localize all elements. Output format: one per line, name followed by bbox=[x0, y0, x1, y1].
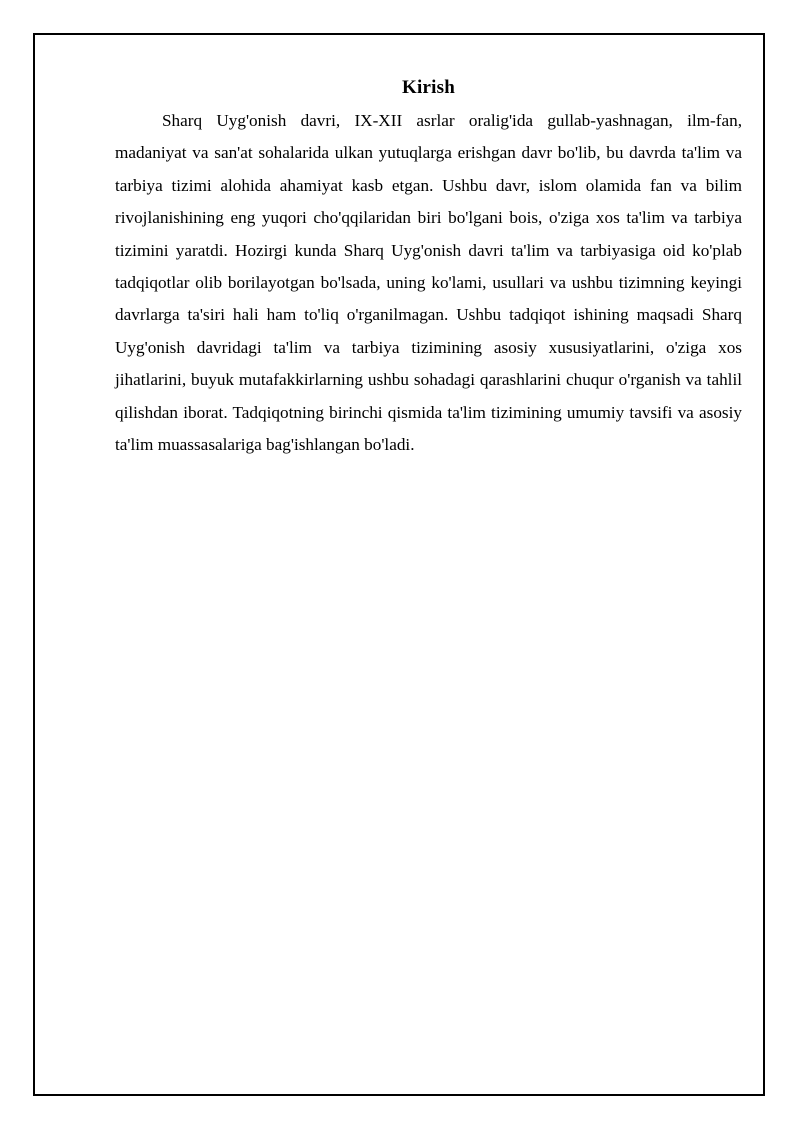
document-body bbox=[115, 76, 742, 461]
intro-paragraph: Sharq Uyg'onish davri, IX-XII asrlar oralig'ida gullab-yashnagan, ilm-fan, madaniyat va san'at sohalarida ulkan yutuqlarga erishgan davr bo'lib, bu davrda ta'lim va tarbiya tizimi alohida ahamiyat kasb etgan. Ushbu davr, islom olamida fan va bilim rivojlanishining eng yuqori cho'qqilaridan biri bo'lgani bois, o'ziga xos ta'lim va tarbiya tizimini yaratdi. Hozirgi kunda Sharq Uyg'onish davri ta'lim va tarbiyasiga oid ko'plab tadqiqotlar olib borilayotgan bo'lsada, uning ko'lami, usullari va ushbu tizimning keyingi davrlarga ta'siri hali ham to'liq o'rganilmagan. Ushbu tadqiqot ishining maqsadi Sharq Uyg'onish davridagi ta'lim va tarbiya tizimining asosiy xususiyatlarini, o'ziga xos jihatlarini, buyuk mutafakkirlarning ushbu sohadagi qarashlarini chuqur o'rganish va tahlil qilishdan iborat. Tadqiqotning birinchi qismida ta'lim tizimining umumiy tavsifi va asosiy ta'lim muassasalariga bag'ishlangan bo'ladi. bbox=[115, 111, 742, 455]
document-title: Kirish bbox=[402, 77, 455, 98]
